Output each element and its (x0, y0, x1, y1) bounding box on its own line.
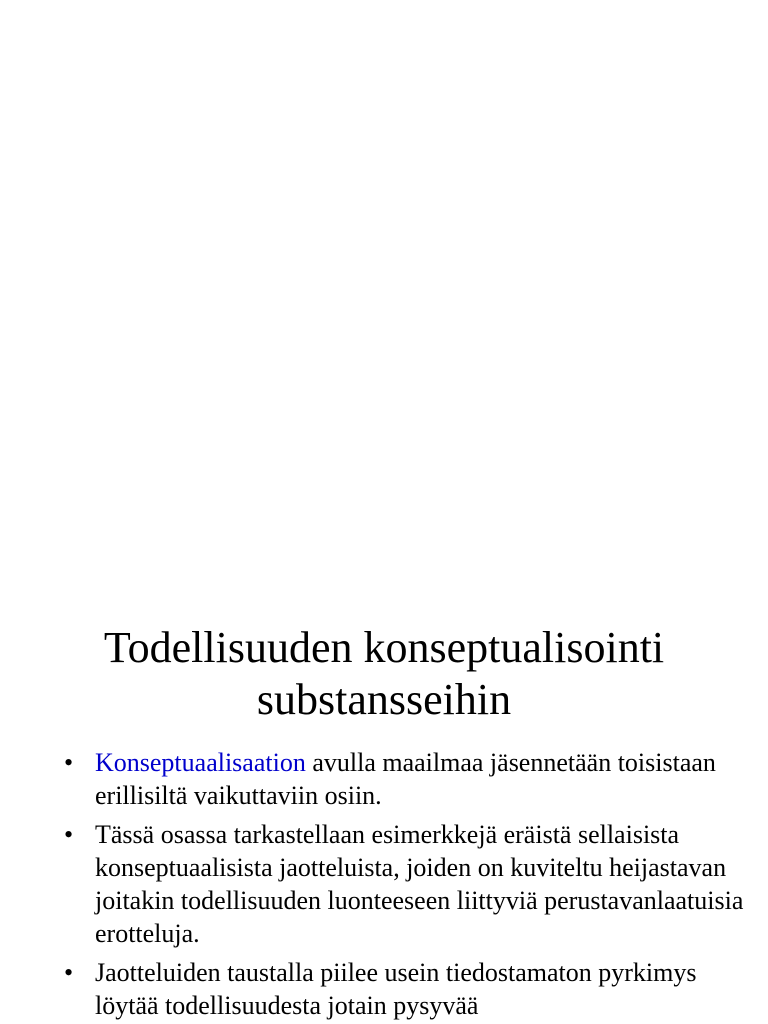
bullet-text-1: avulla maailmaa jäsennetään toisistaan erillisiltä vaikuttaviin osiin. (95, 748, 716, 810)
bullet-item-2 (62, 818, 752, 950)
konseptuaalisaatio-link[interactable]: Konseptuaalisaation (95, 748, 306, 777)
bullet-item-1 (62, 746, 752, 812)
slide-title-line-2: substansseihin (256, 675, 512, 724)
bullet-item-3 (62, 956, 752, 1022)
slide-title (0, 622, 768, 726)
bullet-text-2: Tässä osassa tarkastellaan esimerkkejä eräistä sellaisista konseptuaalisista jaotteluista, joiden on kuviteltu heijastavan joitakin todellisuuden luonteeseen liittyviä perustavanlaatuisia erotteluja. (95, 820, 744, 948)
bullet-list (62, 746, 752, 1024)
bullet-dot-icon: • (64, 820, 74, 849)
bullet-dot-icon: • (64, 748, 74, 777)
bullet-text-3: Jaotteluiden taustalla piilee usein tiedostamaton pyrkimys löytää todellisuudesta jotain pysyvää (95, 958, 697, 1020)
slide-title-line-1: Todellisuuden konseptualisointi (103, 623, 665, 672)
bullet-dot-icon: • (64, 958, 74, 987)
